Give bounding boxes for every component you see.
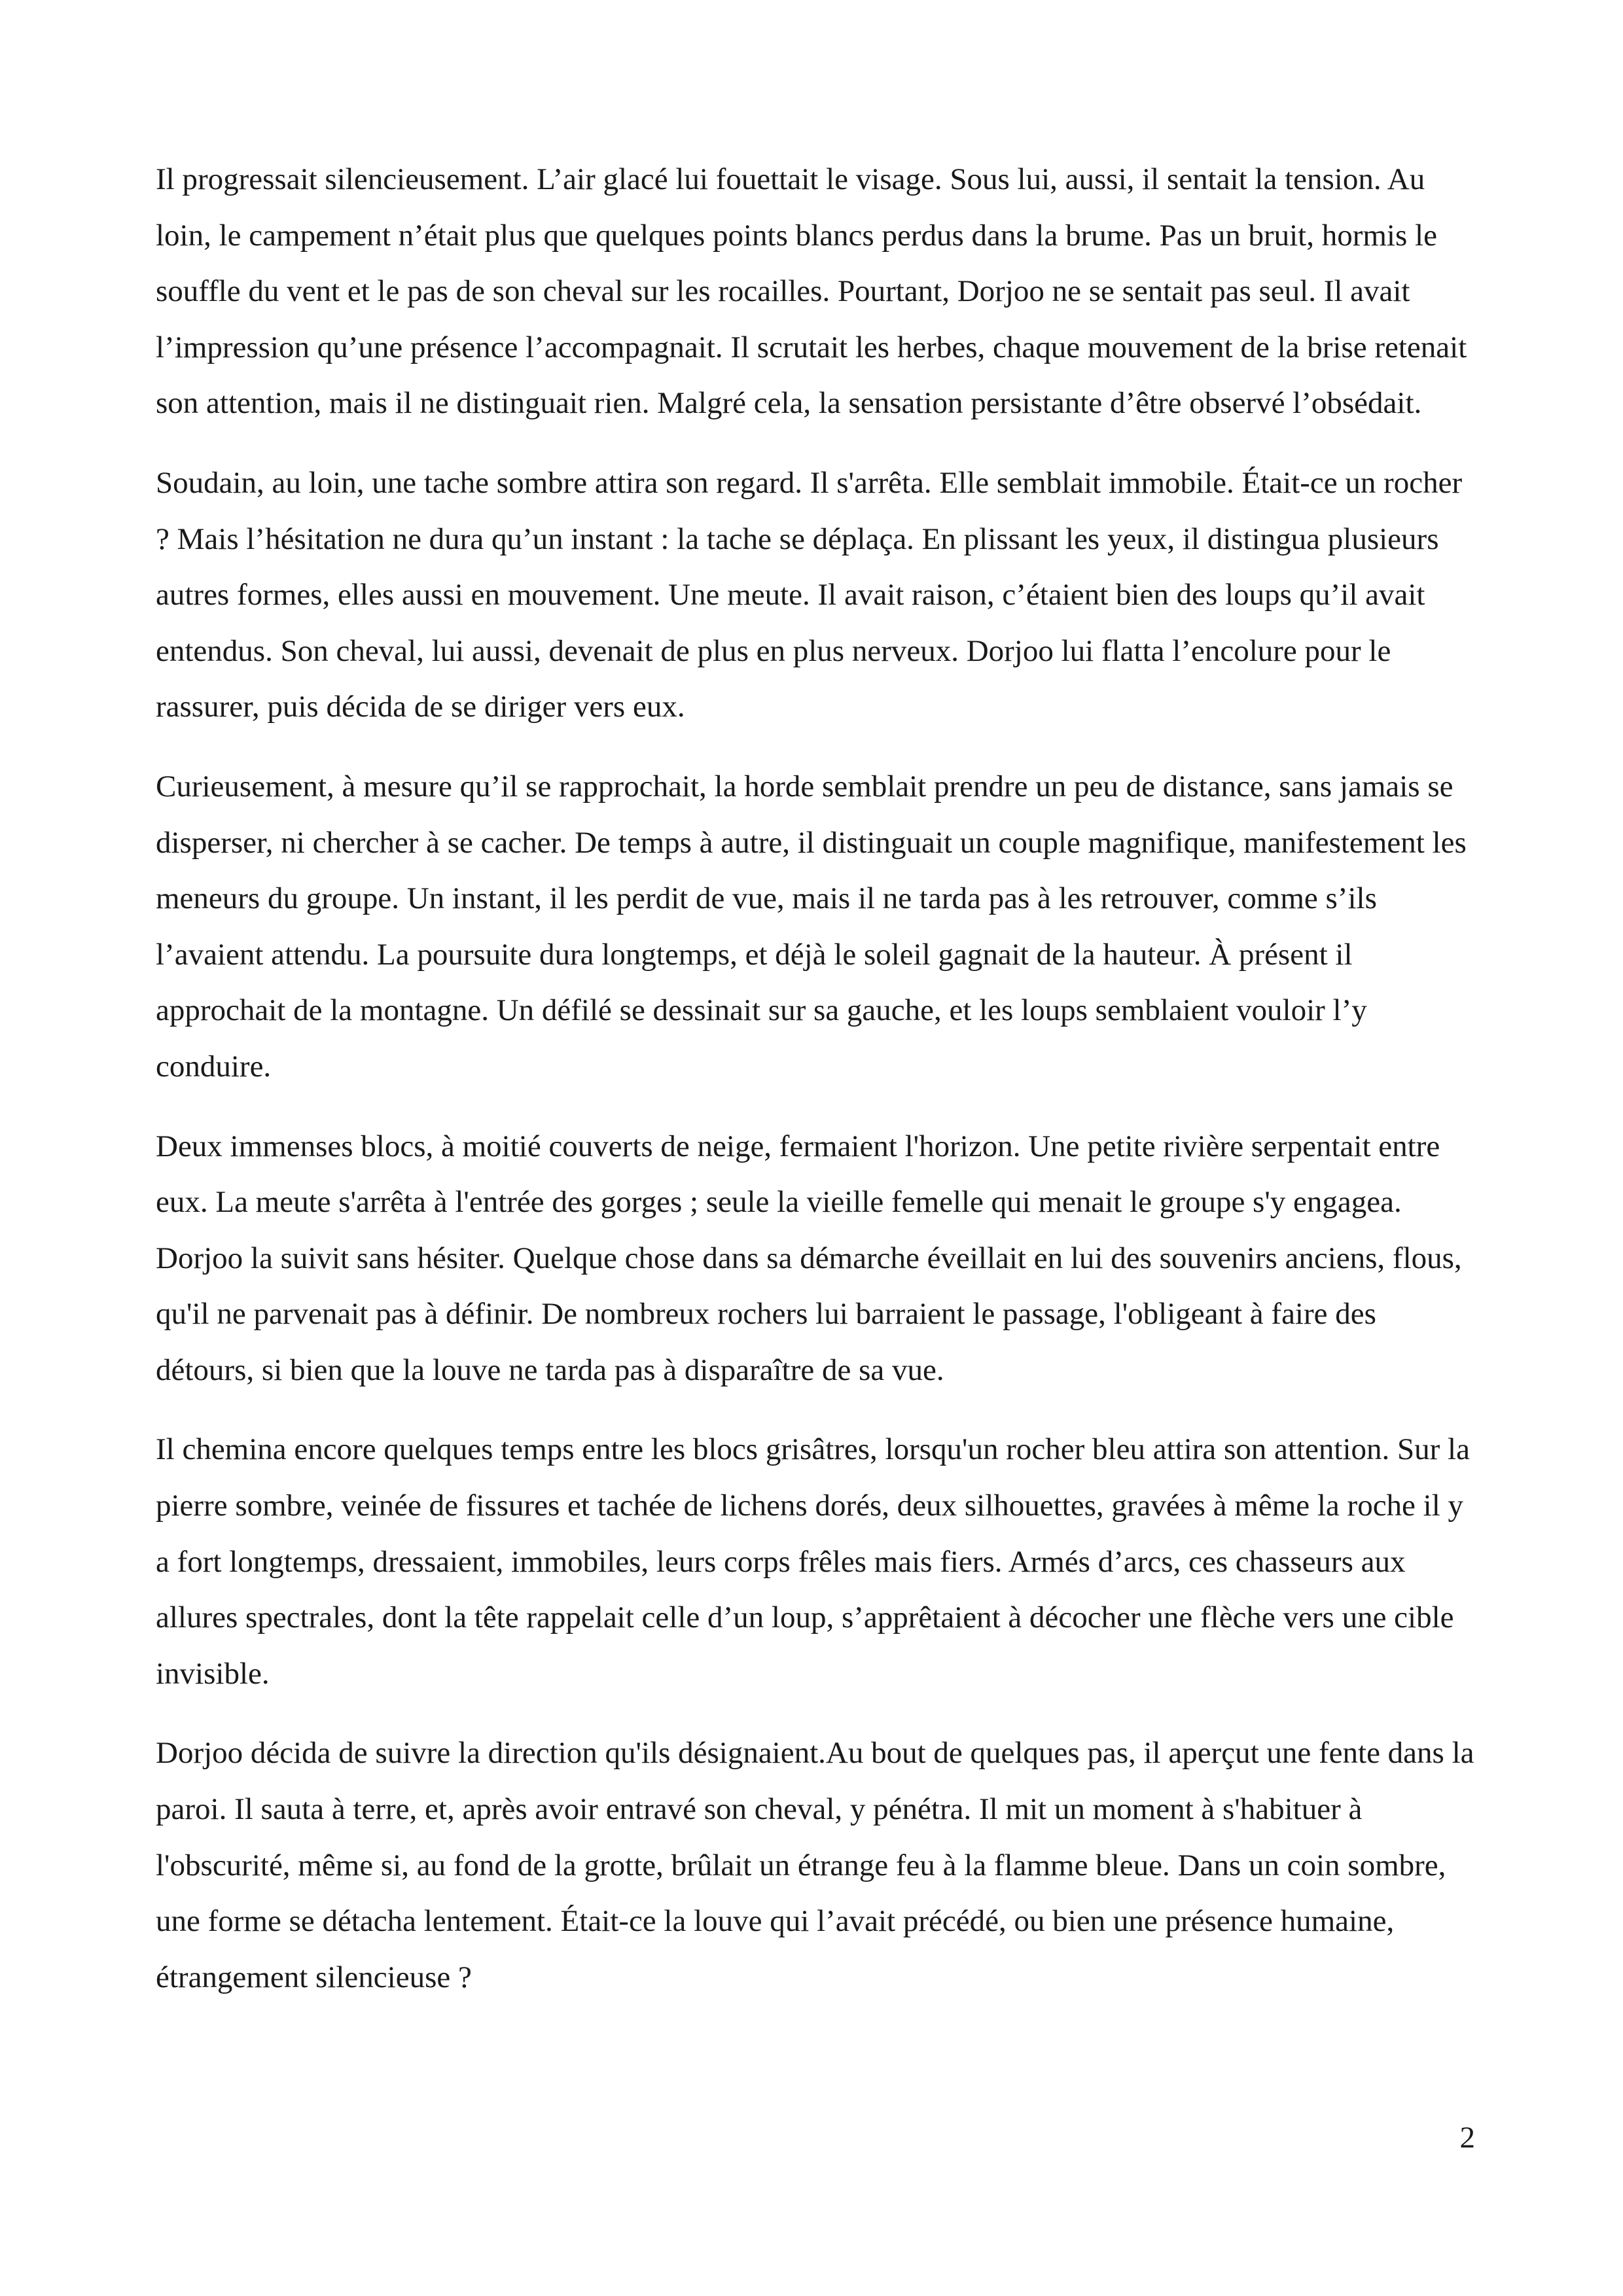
paragraph-4: Deux immenses blocs, à moitié couverts de neige, fermaient l'horizon. Une petite rivière serpentait entre eux. La meute s'arrêta à l'entrée des gorges ; seule la vieille femelle qui menait le groupe s'y engagea. Dorjoo la suivit sans hésiter. Quelque chose dans sa démarche éveillait en lui des souvenirs anciens, flous, qu'il ne parvenait pas à définir. De nombreux rochers lui barraient le passage, l'obligeant à faire des détours, si bien que la louve ne tarda pas à disparaître de sa vue. — [156, 1129, 1462, 1387]
paragraph-2: Soudain, au loin, une tache sombre attira son regard. Il s'arrêta. Elle semblait immobile. Était-ce un rocher ? Mais l’hésitation ne dura qu’un instant : la tache se déplaça. En plissant les yeux, il distingua plusieurs autres formes, elles aussi en mouvement. Une meute. Il avait raison, c’étaient bien des loups qu’il avait entendus. Son cheval, lui aussi, devenait de plus en plus nerveux. Dorjoo lui flatta l’encolure pour le rassurer, puis décida de se diriger vers eux. — [156, 465, 1463, 724]
paragraph-1: Il progressait silencieusement. L’air glacé lui fouettait le visage. Sous lui, aussi, il sentait la tension. Au loin, le campement n’était plus que quelques points blancs perdus dans la brume. Pas un bruit, hormis le souffle du vent et le pas de son cheval sur les rocailles. Pourtant, Dorjoo ne se sentait pas seul. Il avait l’impression qu’une présence l’accompagnait. Il scrutait les herbes, chaque mouvement de la brise retenait son attention, mais il ne distinguait rien. Malgré cela, la sensation persistante d’être observé l’obsédait. — [156, 162, 1467, 421]
paragraph-3: Curieusement, à mesure qu’il se rapprochait, la horde semblait prendre un peu de distance, sans jamais se disperser, ni chercher à se cacher. De temps à autre, il distinguait un couple magnifique, manifestement les meneurs du groupe. Un instant, il les perdit de vue, mais il ne tarda pas à les retrouver, comme s’ils l’avaient attendu. La poursuite dura longtemps, et déjà le soleil gagnait de la hauteur. À présent il approchait de la montagne. Un défilé se dessinait sur sa gauche, et les loups semblaient vouloir l’y conduire. — [156, 769, 1467, 1084]
paragraph-6: Dorjoo décida de suivre la direction qu'ils désignaient.Au bout de quelques pas, il aperçut une fente dans la paroi. Il sauta à terre, et, après avoir entravé son cheval, y pénétra. Il mit un moment à s'habituer à l'obscurité, même si, au fond de la grotte, brûlait un étrange feu à la flamme bleue. Dans un coin sombre, une forme se détacha lentement. Était-ce la louve qui l’avait précédé, ou bien une présence humaine, étrangement silencieuse ? — [156, 1736, 1474, 1994]
text-body — [156, 152, 1478, 2029]
page-number: 2 — [1459, 2121, 1475, 2155]
paragraph-5: Il chemina encore quelques temps entre les blocs grisâtres, lorsqu'un rocher bleu attira son attention. Sur la pierre sombre, veinée de fissures et tachée de lichens dorés, deux silhouettes, gravées à même la roche il y a fort longtemps, dressaient, immobiles, leurs corps frêles mais fiers. Armés d’arcs, ces chasseurs aux allures spectrales, dont la tête rappelait celle d’un loup, s’apprêtaient à décocher une flèche vers une cible invisible. — [156, 1432, 1470, 1691]
